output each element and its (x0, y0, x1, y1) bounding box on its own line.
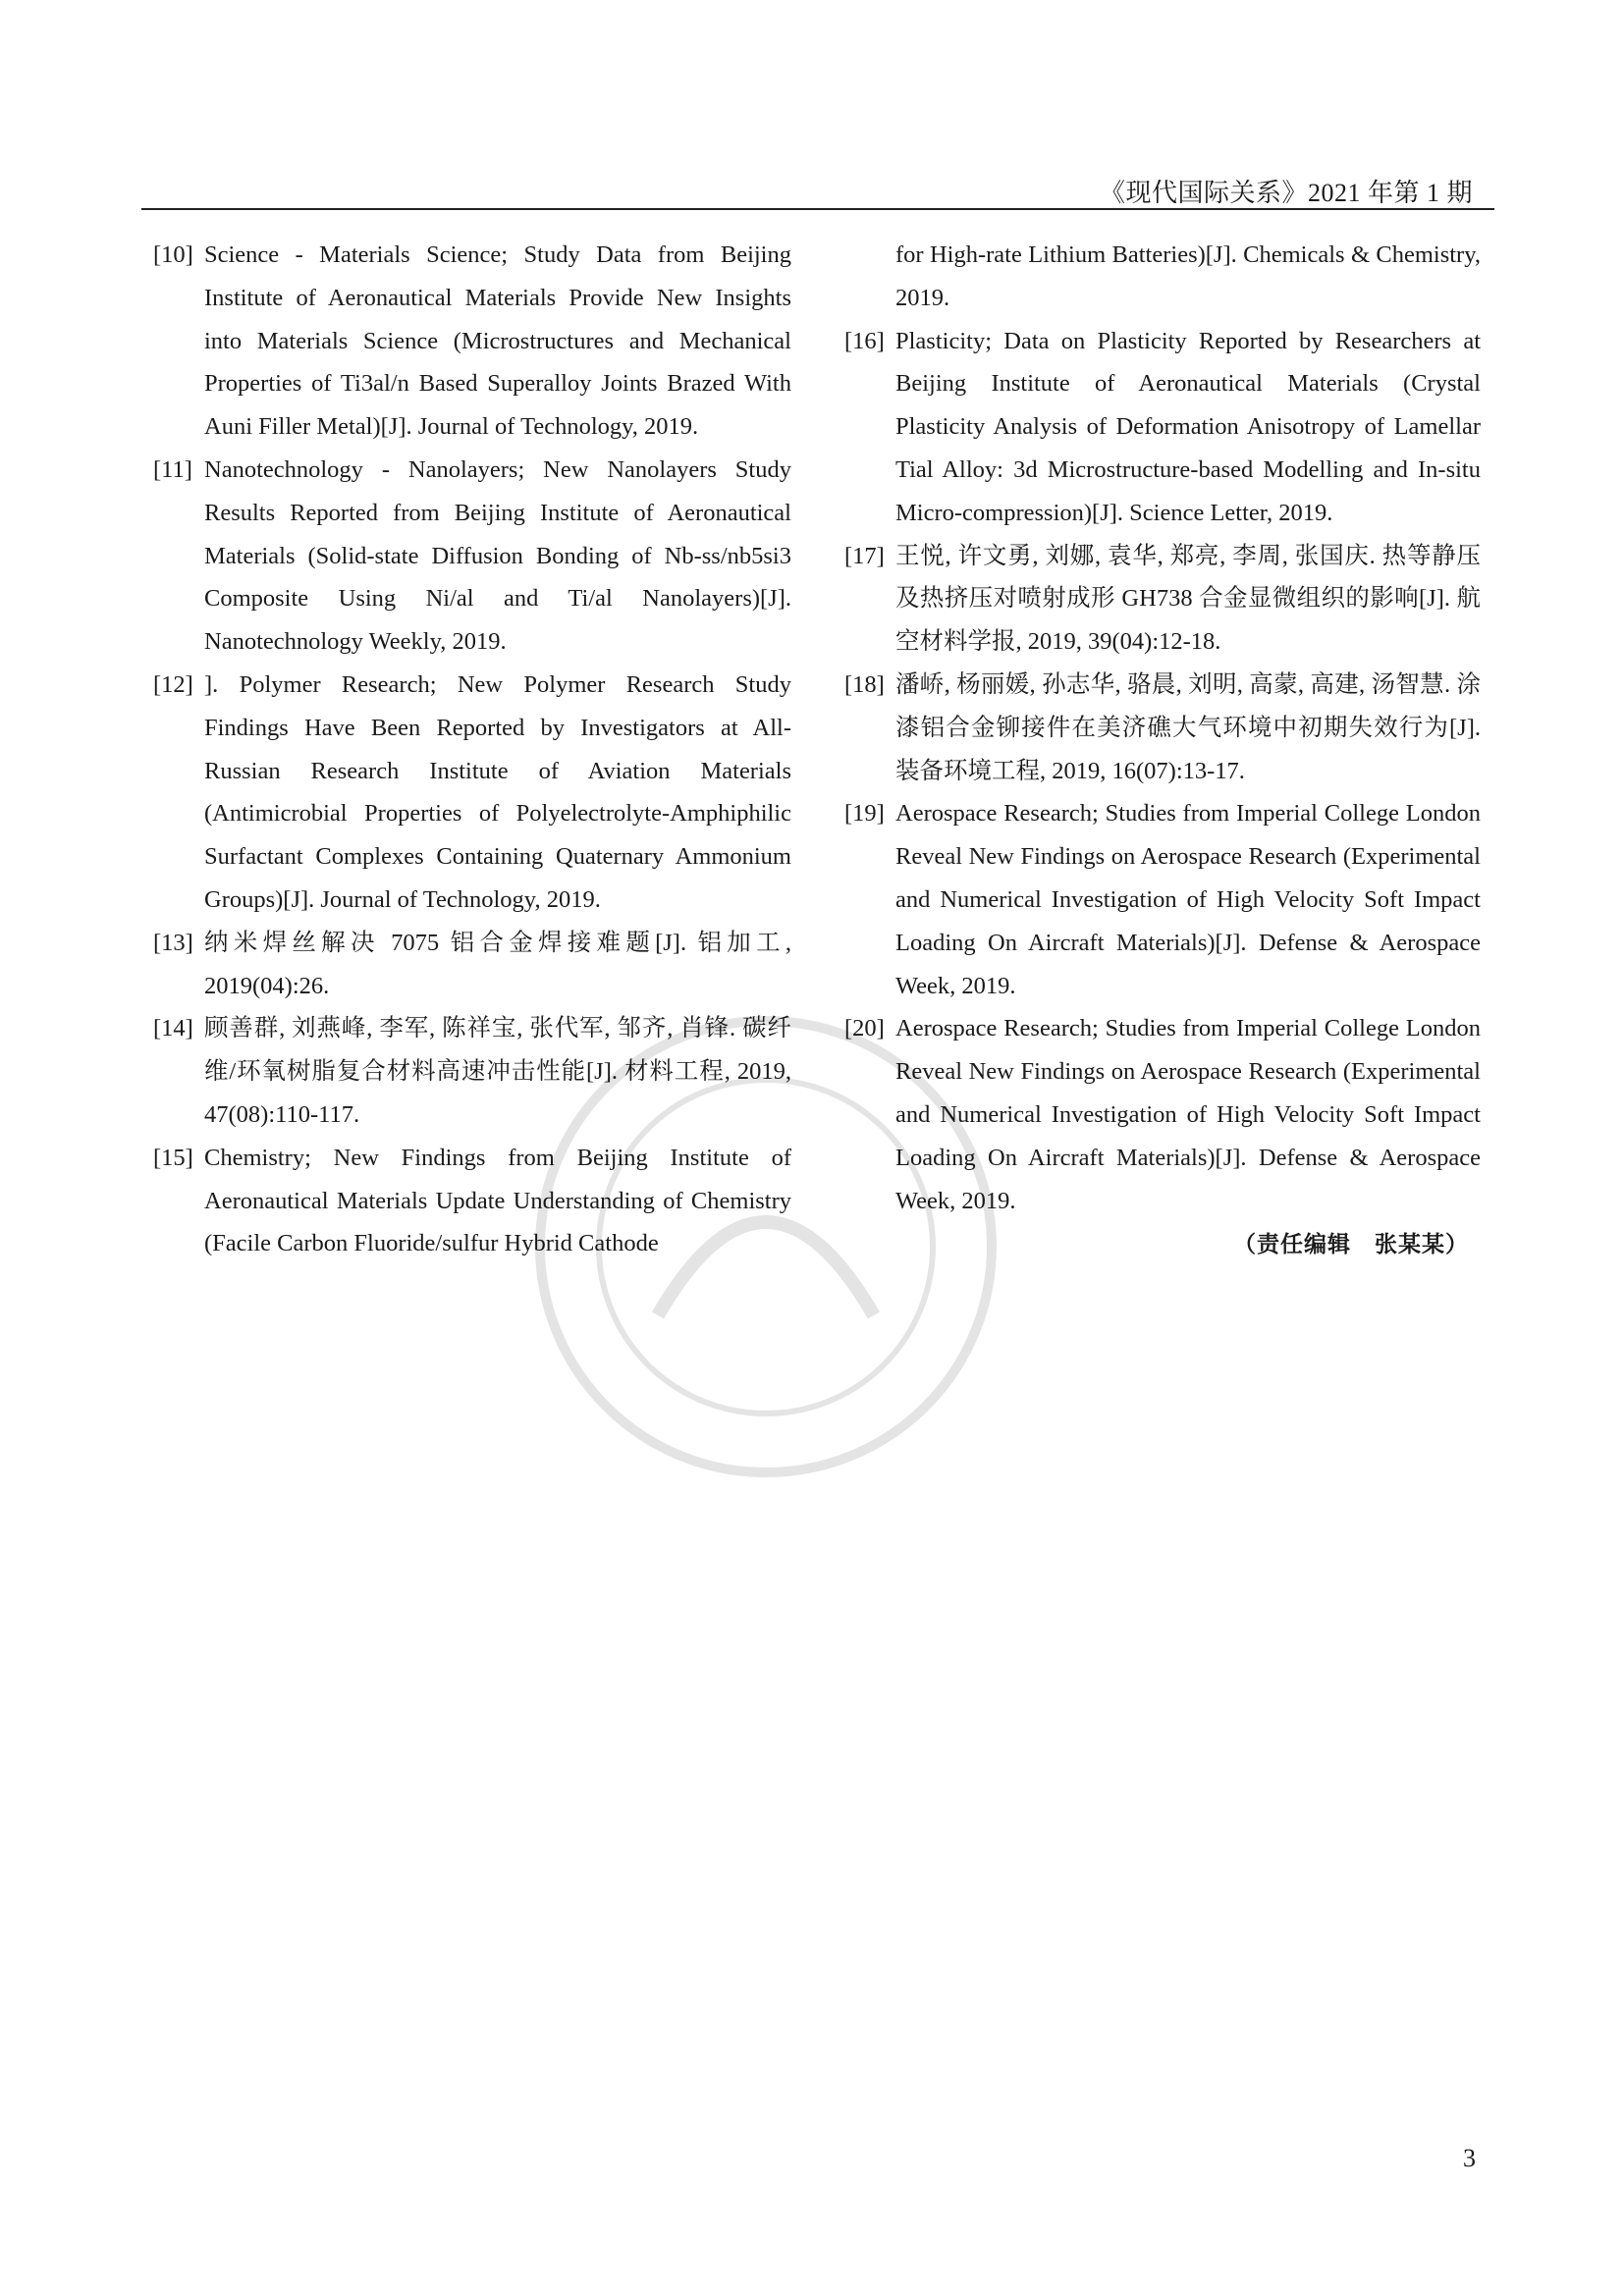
reference-item (153, 922, 791, 1008)
reference-text: 潘峤, 杨丽媛, 孙志华, 骆晨, 刘明, 高蒙, 高建, 汤智慧. 涂漆铝合金铆接件在美济礁大气环境中初期失效行为[J]. 装备环境工程, 2019, 16(07):13-17. (895, 670, 1481, 784)
reference-text: Chemistry; New Findings from Beijing Institute of Aeronautical Materials Update Understanding of Chemistry (Facile Carbon Fluoride/sulfur Hybrid Cathode (204, 1144, 791, 1257)
reference-continuation: for High-rate Lithium Batteries)[J]. Chemicals & Chemistry, 2019. (895, 241, 1481, 311)
reference-number: [10] (153, 241, 193, 268)
reference-item (153, 1007, 791, 1136)
page-number: 3 (1463, 2144, 1476, 2172)
editor-note: （责任编辑 张某某） (1233, 1232, 1469, 1258)
reference-text: Nanotechnology - Nanolayers; New Nanolayers Study Results Reported from Beijing Institute of Aeronautical Materials (Solid-state Diffusion Bonding of Nb-ss/nb5si3 Composite Using Ni/al and Ti/al Nanolayers)[J]. Nanotechnology Weekly, 2019. (204, 455, 791, 656)
reference-number: [16] (844, 327, 885, 354)
reference-item (153, 234, 791, 449)
reference-item (844, 792, 1481, 1007)
reference-number: [14] (153, 1015, 193, 1042)
reference-item (153, 1137, 791, 1265)
references-right-column (844, 234, 1481, 1258)
running-header (141, 169, 1494, 210)
journal-issue-label: 《现代国际关系》2021 年第 1 期 (1099, 179, 1473, 207)
reference-number: [15] (153, 1144, 193, 1171)
reference-list-right (844, 320, 1481, 1223)
reference-number: [11] (153, 455, 192, 483)
reference-item (153, 664, 791, 922)
reference-item (844, 535, 1481, 664)
reference-text: Aerospace Research; Studies from Imperial College London Reveal New Findings on Aerospace Research (Experimental and Numerical Investigation of High Velocity Soft Impact Loading On Aircraft Materials)[J]. Defense & Aerospace Week, 2019. (895, 1015, 1481, 1214)
reference-text: 王悦, 许文勇, 刘娜, 袁华, 郑亮, 李周, 张国庆. 热等静压及热挤压对喷射成形 GH738 合金显微组织的影响[J]. 航空材料学报, 2019, 39(04):12-18. (895, 542, 1481, 656)
reference-number: [12] (153, 670, 193, 698)
reference-item (844, 1007, 1481, 1222)
reference-number: [18] (844, 670, 885, 698)
reference-text: 纳米焊丝解决 7075 铝合金焊接难题[J]. 铝加工, 2019(04):26. (204, 929, 791, 999)
references-left-column (153, 234, 791, 1265)
reference-text: ]. Polymer Research; New Polymer Research Study Findings Have Been Reported by Investigators at All-Russian Research Institute of Aviation Materials (Antimicrobial Properties of Polyelectrolyte-Amphiphilic Surfactant Complexes Containing Quaternary Ammonium Groups)[J]. Journal of Technology, 2019. (204, 670, 791, 913)
reference-text: Science - Materials Science; Study Data from Beijing Institute of Aeronautical Materials Provide New Insights into Materials Science (Microstructures and Mechanical Properties of Ti3al/n Based Superalloy Joints Brazed With Auni Filler Metal)[J]. Journal of Technology, 2019. (204, 241, 791, 441)
reference-number: [19] (844, 800, 885, 828)
reference-text: Aerospace Research; Studies from Imperial College London Reveal New Findings on Aerospace Research (Experimental and Numerical Investigation of High Velocity Soft Impact Loading On Aircraft Materials)[J]. Defense & Aerospace Week, 2019. (895, 800, 1481, 999)
reference-text: 顾善群, 刘燕峰, 李军, 陈祥宝, 张代军, 邹齐, 肖锋. 碳纤维/环氧树脂复合材料高速冲击性能[J]. 材料工程, 2019, 47(08):110-117. (204, 1015, 791, 1128)
reference-item (844, 320, 1481, 535)
reference-number: [13] (153, 929, 193, 956)
reference-number: [17] (844, 542, 885, 569)
reference-text: Plasticity; Data on Plasticity Reported by Researchers at Beijing Institute of Aeronautical Materials (Crystal Plasticity Analysis of Deformation Anisotropy of Lamellar Tial Alloy: 3d Microstructure-based Modelling and In-situ Micro-compression)[J]. Science Letter, 2019. (895, 327, 1481, 526)
reference-item (844, 664, 1481, 792)
reference-number: [20] (844, 1015, 885, 1042)
reference-item (153, 449, 791, 664)
